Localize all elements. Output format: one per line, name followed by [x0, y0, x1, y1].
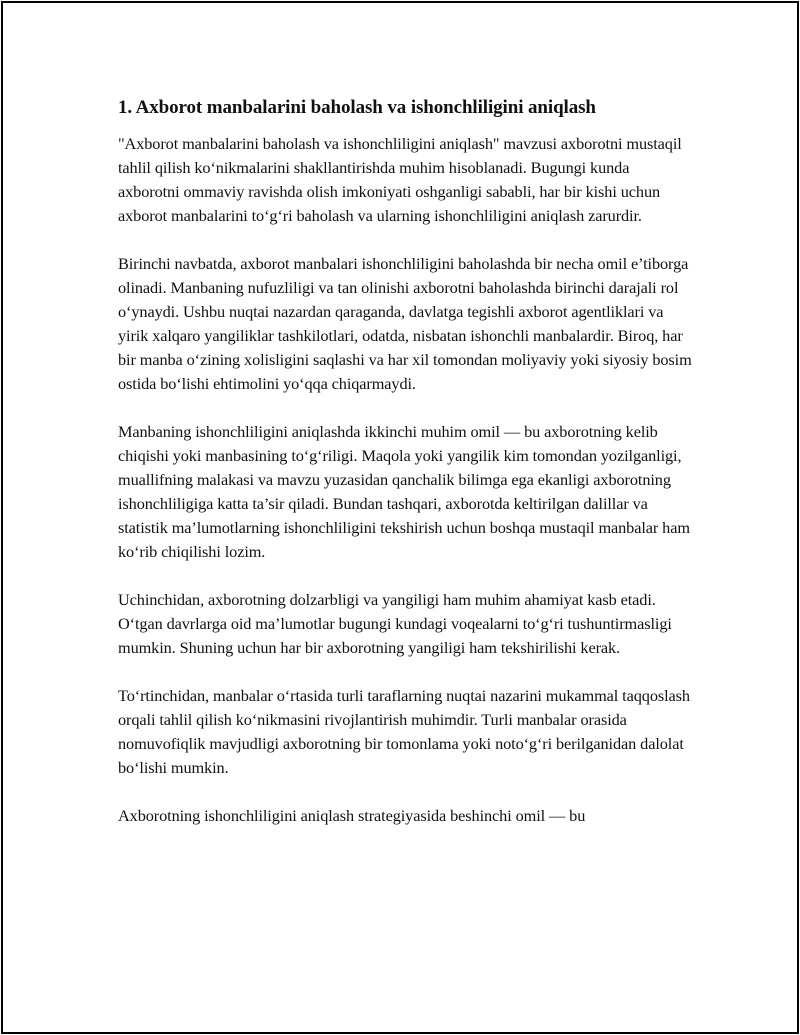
section-heading: 1. Axborot manbalarini baholash va ishonchliligini aniqlash	[118, 97, 596, 118]
paragraph-intro: "Axborot manbalarini baholash va ishonchliligini aniqlash" mavzusi axborotni mustaqil tahlil qilish ko‘nikmalarini shakllantirishda muhim hisoblanadi. Bugungi kunda axborotni ommaviy ravishda olish imkoniyati oshganligi sababli, har bir kishi uchun axborot manbalarini to‘g‘ri baholash va ularning ishonchliligini aniqlash zarurdir.	[118, 134, 682, 225]
paragraph-fourth-factor: To‘rtinchidan, manbalar o‘rtasida turli taraflarning nuqtai nazarini mukammal taqqoslash orqali tahlil qilish ko‘nikmasini rivojlantirish muhimdir. Turli manbalar orasida nomuvofiqlik mavjudligi axborotning bir tomonlama yoki noto‘g‘ri berilganidan dalolat bo‘lishi mumkin.	[118, 686, 690, 777]
paragraph-fifth-factor: Axborotning ishonchliligini aniqlash strategiyasida beshinchi omil — bu	[118, 806, 586, 825]
paragraph-first-factor: Birinchi navbatda, axborot manbalari ishonchliligini baholashda bir necha omil e’tiborga olinadi. Manbaning nufuzliligi va tan olinishi axborotni baholashda birinchi darajali rol o‘ynaydi. Ushbu nuqtai nazardan qaraganda, davlatga tegishli axborot agentliklari va yirik xalqaro yangiliklar tashkilotlari, odatda, nisbatan ishonchli manbalardir. Biroq, har bir manba o‘zining xolisligini saqlashi va har xil tomondan moliyaviy yoki siyosiy bosim ostida bo‘lishi ehtimolini yo‘qqa chiqarmaydi.	[118, 254, 692, 393]
paragraph-third-factor: Uchinchidan, axborotning dolzarbligi va yangiligi ham muhim ahamiyat kasb etadi. O‘tgan davrlarga oid ma’lumotlar bugungi kundagi voqealarni to‘g‘ri tushuntirmasligi mumkin. Shuning uchun har bir axborotning yangiligi ham tekshirilishi kerak.	[118, 590, 672, 657]
document-body	[118, 96, 692, 828]
paragraph-second-factor: Manbaning ishonchliligini aniqlashda ikkinchi muhim omil — bu axborotning kelib chiqishi yoki manbasining to‘g‘riligi. Maqola yoki yangilik kim tomondan yozilganligi, muallifning malakasi va mavzu yuzasidan qanchalik bilimga ega ekanligi axborotning ishonchliligiga katta ta’sir qiladi. Bundan tashqari, axborotda keltirilgan dalillar va statistik ma’lumotlarning ishonchliligini tekshirish uchun boshqa mustaqil manbalar ham ko‘rib chiqilishi lozim.	[118, 422, 690, 561]
